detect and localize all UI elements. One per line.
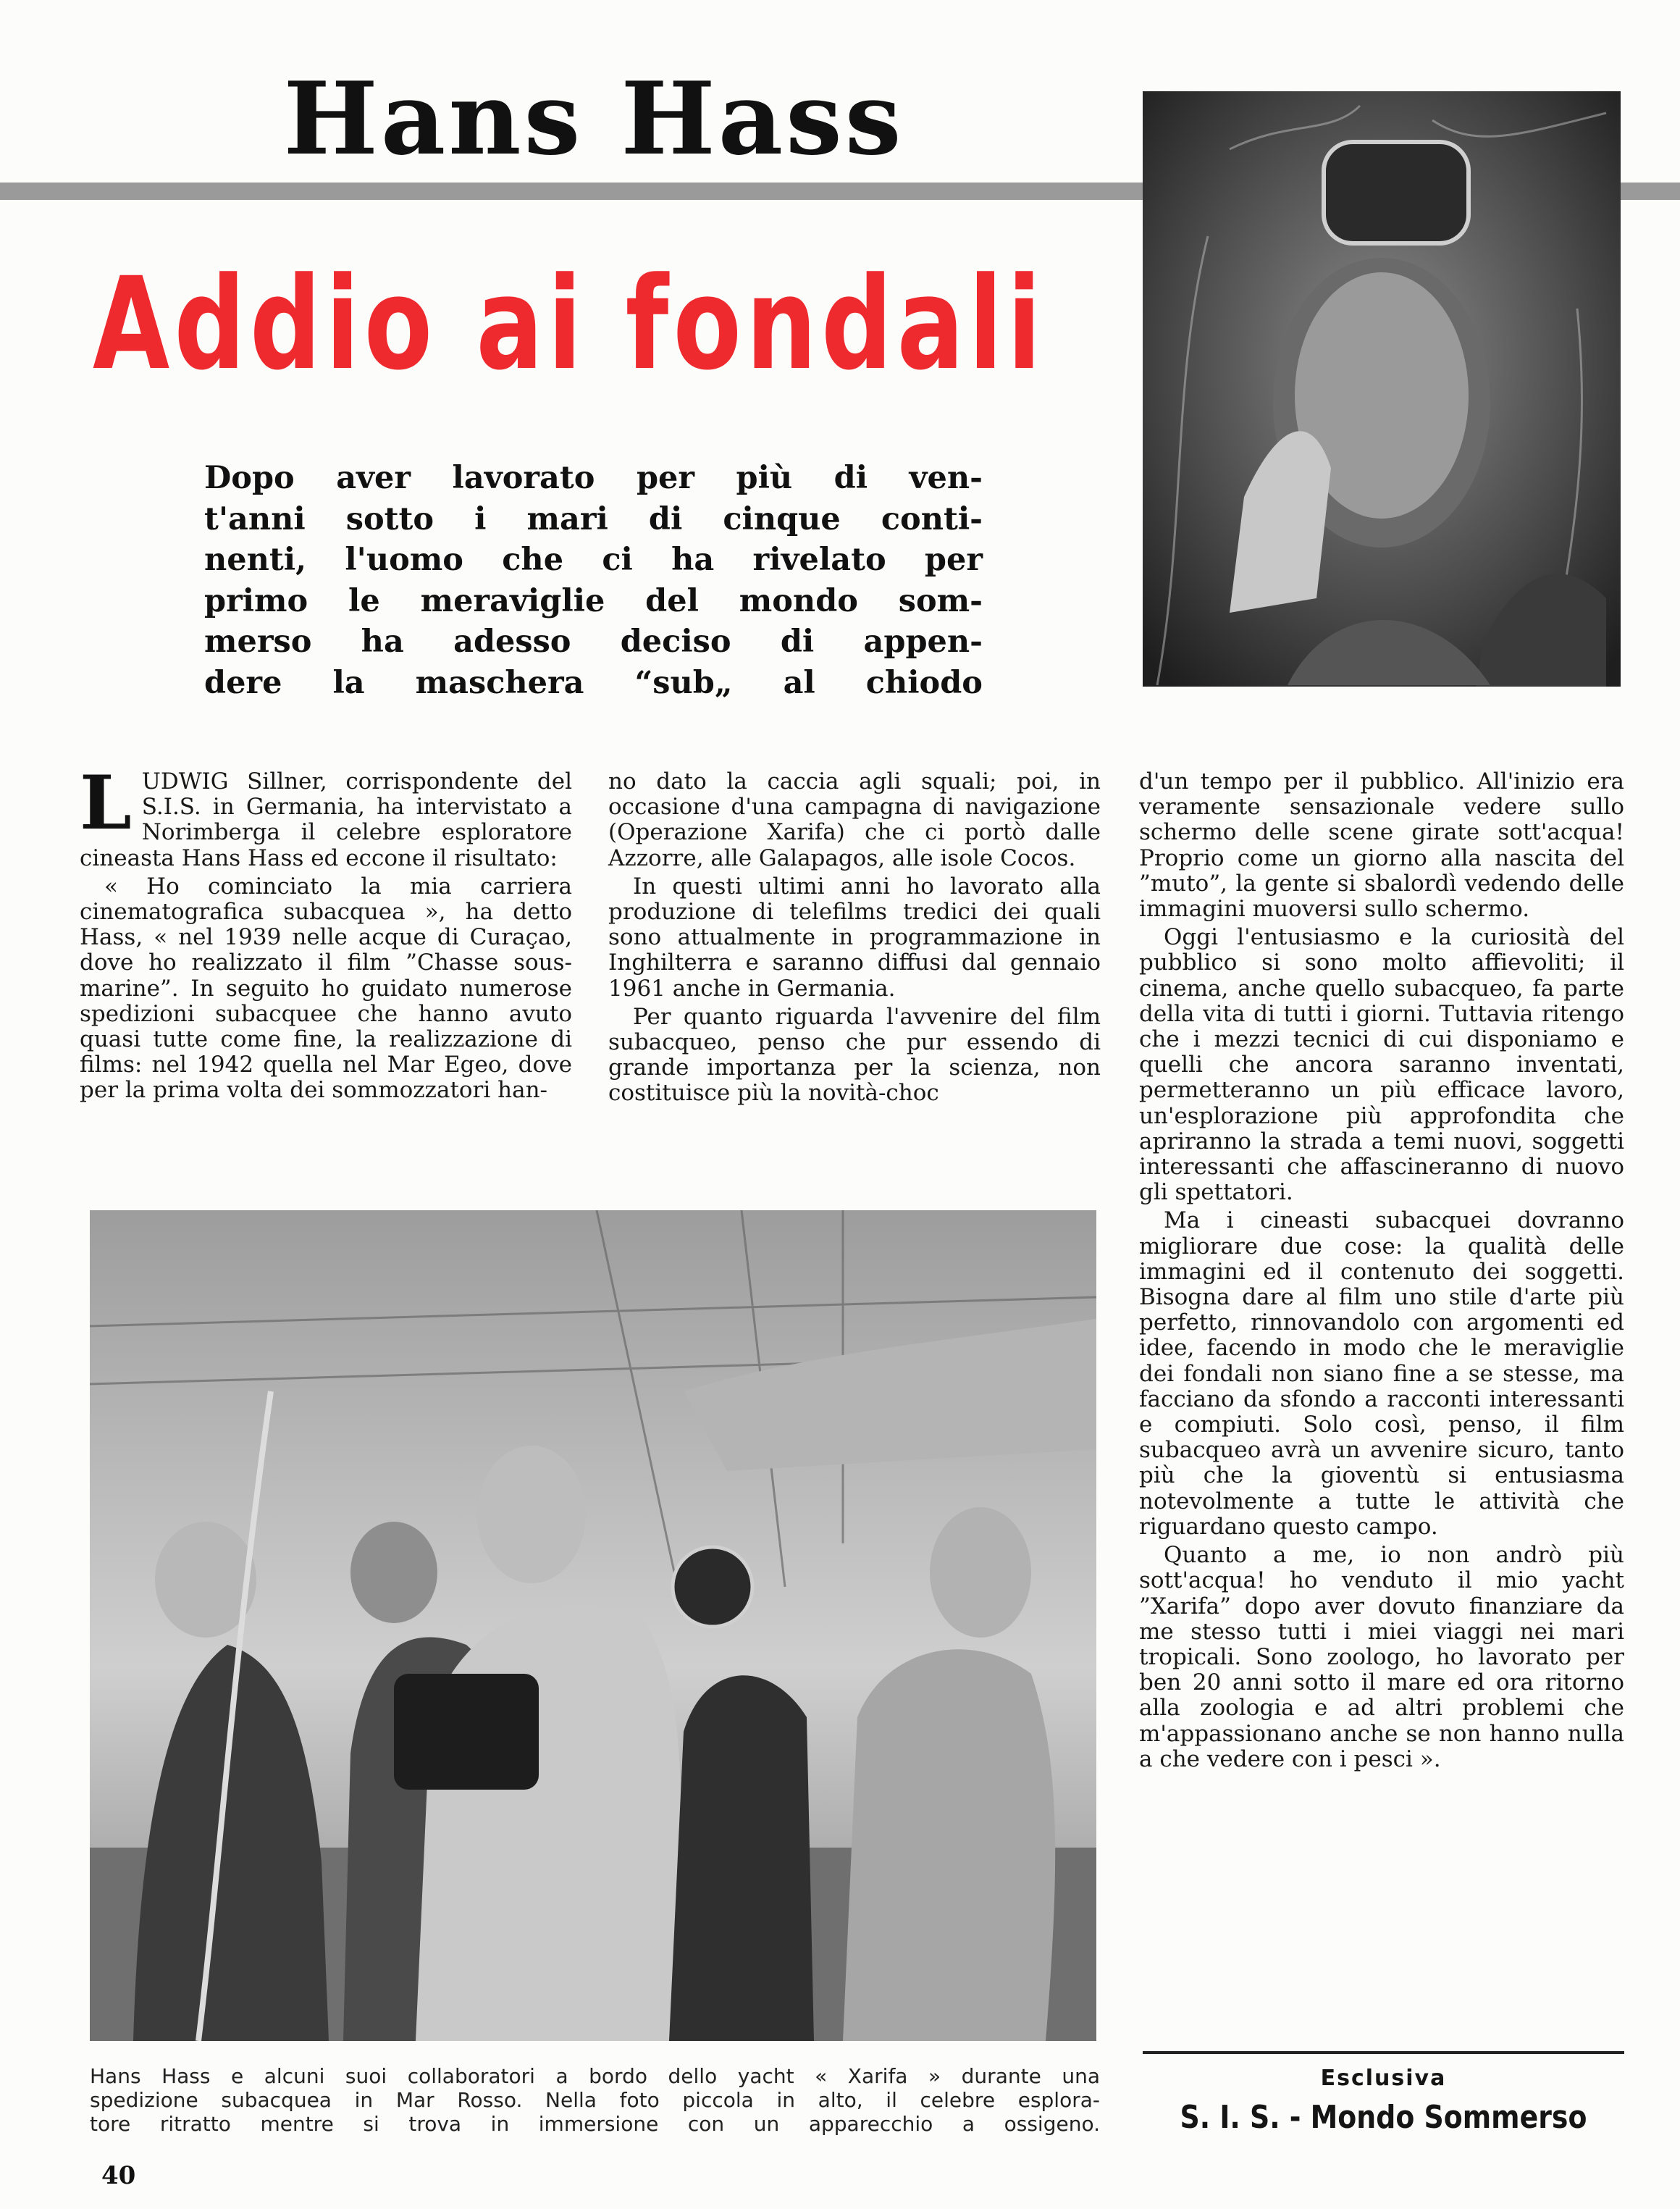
article-column-3 <box>1139 769 1624 1772</box>
article-paragraph: Ma i cineasti subacquei dovranno migliorare due cose: la qualità delle immagini ed il contenuto dei soggetti. Bisogna dare al film uno stile d'arte più perfetto, rinnovandolo con argomenti ed idee, facendo in modo che le meraviglie dei fondali non siano fine a se stesse, ma facciano da sfondo a racconti interessanti e compiuti. Solo così, penso, il film subacqueo avrà un avvenire sicuro, tanto più che la gioventù si entusiasma notevolmente a tutte le attività che riguardano questo campo. <box>1139 1207 1624 1540</box>
drop-cap: L <box>80 760 132 847</box>
standfirst-line: dere la maschera “sub„ al chiodo <box>204 664 983 701</box>
standfirst-line: t'anni sotto i mari di cinque conti- <box>204 500 983 537</box>
article-paragraph: no dato la caccia agli squali; poi, in occasione d'una campagna di navigazione (Operazione Xarifa) che ci portò dalle Azzorre, alle Galapagos, alle isole Cocos. <box>608 768 1101 871</box>
standfirst-line: primo le meraviglie del mondo som- <box>204 582 983 619</box>
article-paragraph: Per quanto riguarda l'avvenire del film subacqueo, penso che pur essendo di grande importanza per la scienza, non costituisce più la novità-choc <box>608 1003 1101 1107</box>
article-paragraph: In questi ultimi anni ho lavorato alla produzione di telefilms tredici dei quali sono attualmente in programmazione in Inghilterra e saranno diffusi dal gennaio 1961 anche in Germania. <box>608 873 1101 1002</box>
portrait-photo-image <box>1143 91 1621 687</box>
article-paragraph: Oggi l'entusiasmo e la curiosità del pubblico si sono molto affievoliti; il cinema, anche quello subacqueo, fa parte della vita di tutti i giorni. Tuttavia ritengo che i mezzi tecnici di cui disponiamo e quelli che ancora saranno inventati, permetteranno un più efficace lavoro, un'esplorazione più approfondita che apriranno la strada a temi nuovi, soggetti interessanti che affascineranno di nuovo gli spettatori. <box>1139 924 1624 1206</box>
article-paragraph: d'un tempo per il pubblico. All'inizio era veramente sensazionale vedere sullo schermo delle scene girate sott'acqua! Proprio come un giorno alla nascita del ”muto”, la gente si sbalordì vedendo delle immagini muoversi sullo schermo. <box>1139 768 1624 923</box>
standfirst-line: merso ha adesso deciso di appen- <box>204 624 983 660</box>
credit-source: S. I. S. - Mondo Sommerso <box>1180 2099 1587 2136</box>
page-number: 40 <box>101 2161 136 2190</box>
caption-line: Hans Hass e alcuni suoi collaboratori a bordo dello yacht « Xarifa » durante una <box>90 2064 1100 2088</box>
credit-rule <box>1143 2051 1624 2054</box>
article-column-2 <box>608 769 1101 1107</box>
caption-line: spedizione subacquea in Mar Rosso. Nella foto piccola in alto, il celebre esplora- <box>90 2088 1100 2112</box>
article-paragraph <box>80 760 572 871</box>
article-paragraph: Quanto a me, io non andrò più sott'acqua! ho venduto il mio yacht ”Xarifa” dopo aver dovuto finanziare da me stesso tutti i miei viaggi nei mari tropicali. Sono zoologo, ho lavorato per ben 20 anni sotto il mare ed ora ritorno alla zoologia e ad altri problemi che m'appassionano anche se non hanno nulla a che vedere con i pesci ». <box>1139 1542 1624 1772</box>
kicker-title: Hans Hass <box>283 59 904 177</box>
standfirst-line: Dopo aver lavorato per più di ven- <box>204 460 983 496</box>
caption-line: tore ritratto mentre si trova in immersione con un apparecchio a ossigeno. <box>90 2112 1100 2136</box>
standfirst-line: nenti, l'uomo che ci ha rivelato per <box>204 542 983 578</box>
credit-label: Esclusiva <box>1320 2066 1447 2091</box>
article-column-1 <box>80 760 572 1104</box>
crew-photo-image <box>90 1210 1096 2041</box>
photo-caption <box>90 2064 1100 2136</box>
standfirst <box>204 458 983 703</box>
headline: Addio ai fondali <box>93 250 1046 398</box>
portrait-photo <box>1143 91 1621 687</box>
crew-photo <box>90 1210 1096 2041</box>
article-paragraph: « Ho cominciato la mia carriera cinematografica subacquea », ha detto Hass, « nel 1939 nelle acque di Curaçao, dove ho realizzato il film ”Chasse sous-marine”. In seguito ho guidato numerose spedizioni subacquee che hanno avuto quasi tutte come fine, la realizzazione di films: nel 1942 quella nel Mar Egeo, dove per la prima volta dei sommozzatori han- <box>80 873 572 1104</box>
article-text: UDWIG Sillner, corrispondente del S.I.S. in Germania, ha intervistato a Norimberga il celebre esploratore cineasta Hans Hass ed eccone il risultato: <box>80 768 572 871</box>
